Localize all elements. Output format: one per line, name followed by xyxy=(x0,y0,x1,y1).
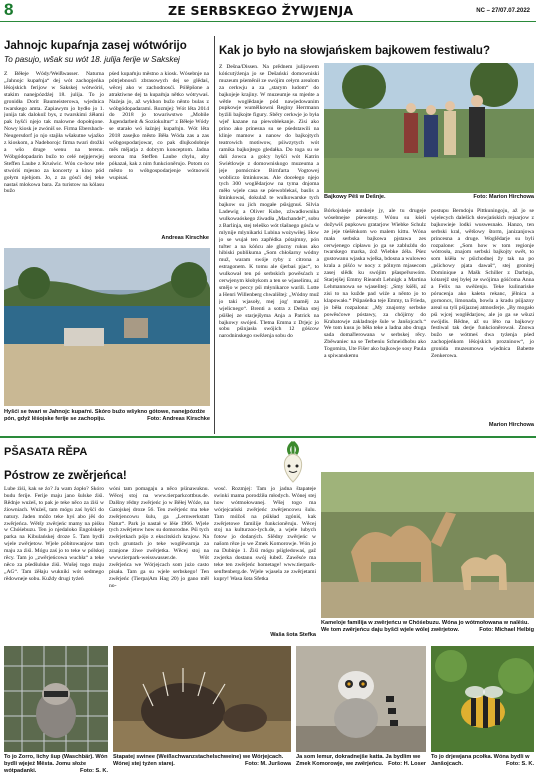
article3-headline: Póstrow ze zwěrjeńca! xyxy=(4,470,127,482)
porcupine-caption xyxy=(113,754,291,782)
photo-credit: Foto: S. K. xyxy=(506,760,534,767)
photo-credit: Foto: H. Loser xyxy=(388,760,426,767)
page-number: 8 xyxy=(4,0,14,19)
article2-headline: Kak jo było na słowjańskem bajkowem festiwalu? xyxy=(219,45,490,57)
article3-author: Waša šota Stefka xyxy=(270,632,316,638)
article2-author: Marion Hirchowa xyxy=(488,422,534,428)
article1-caption xyxy=(4,409,210,430)
column-divider xyxy=(214,36,215,434)
article2-col2: Bórkojskeje antskeje jy, ale tu drugeje wósebnejse pśewotny. Wónu su kśeli dožywiš pupkowu gratarjow Wiebke Schulz ze jeje tśešénkom wo malem kittu. Wóna mała serbska bajkowa pjstawa zes cerwjenego cipławu jo ga se zabluźdu do twarskego marka, źož Wiebke źéla. Pśez gustowanu wjaska wjelka, bdosna a wuloweo krala a pišćo w nocy z pólnym mjasecom zasej slědk ku swójim pšaspeřsowóm. Starjejšej Emmy Rieandt Lehnigk a Martina Lehmannowa se wjaselitej: „Smy kśěli, aź zisi to na kužde pad wiźe a něnto jo to klapowało.“ Pśipaśelka teje Emmy, ta Frieda, jo běła rozpalona: „My znajomy serbske powěsćowe póstawy, za chójirny do Krabatowje zakladnoje šule w Janšojcach.“ We tom kusu jo běła teke a ladna abo druga sada domařlerowana w serbskej rěcy. Zběwaniec na se Terbeniu Schneidhobu ako Togomira, Ute Fišer ako bajkowje sosy Paula a spiwanskemu xyxy=(324,208,426,360)
bee-photo xyxy=(431,646,534,752)
caption-text: Hyšći se twari w Jahnojc kupaŕni. Skóro bužo wšykno gótowe, nanejpózdźe pón, gdyž lěśojske ferije se zachopiju. xyxy=(4,409,206,422)
article3-col3: wosć. Rozmjej: Tam jo jadna štapateje swinki mama porodźiła młodych. Wónej stej how wótmołowanej. Wšej togo ma wórjejcański zwěrjeńc zwěrjencowu šulu. Tam móžoš na pśikład zgóniś, kak zwěrjetowe familije funkcioněruju. Wěcej stoj na kulturzoo-lych.de, a wjele lubych fotow jo dodaných. Slědny zwěrjeńc w našom rěze jo we Zmek Komorowje. Wón jo na Dubinje 1. Źiśi mógu pśigledowaś, gaž zwjerka dostanu swój łubež. Zawěsće ma teke ten zwěrjeńc hometage! www.tierpark-senftenberg.de. Wjele wjasela ze zwěrjetami kupry! Wasa šota Sfetka xyxy=(214,486,316,582)
article1-subtitle: To pasujo, wšak su wót 18. julija ferije w Sakskej xyxy=(4,55,180,64)
section-title: PŠASATA RĚPA xyxy=(4,446,88,458)
caption-text: Kameloje familija w zwěrjeńcu w Chóśebuzu. Wóna jo wótmołowana w nalěśu. We tom zwěrjeńcu daju byšći wjele wólej zwěrjetow. xyxy=(321,620,529,633)
article1-col2: pśed kupaŕnju městno a kiosk. Wósebnje na pótrjebnosći zbrasowych dej se glědaś, wěcej ako w zachodnosći. Pólěpšone a atraktiwne dej ta kupaŕnja nětko wótrywaś. Naźeja jo, až wykhon bužo něnto bulas z wóbgódopadarami. Rozmjej: Wót lěta 2014 do 2018 jo towariwstwo „Mobile Jugendarbeit & Soziokultur“ z Běłeje Wódy se starało wó łaźnjej kupaŕnjn. Wót lěta 2018 zasejko město Běła Wóda zas a zas wóbgospodarjowar, co pak dlujkodobnje měs mějarja z dobrym konceptom. Jadna sezona ma Steffen Laube chylu, aby pókazał, kak z nim funkcioněrujo. Potom co město to wóbgospodarjenje wótnowiś wupisaś. xyxy=(109,71,209,181)
article1-headline: Jahnojc kupaŕnja zasej wótwórijo xyxy=(4,40,187,52)
article2-caption xyxy=(324,194,534,202)
page-title: ZE SERBSKEGO ŽYWJENJA xyxy=(168,3,354,18)
article1-col1: Z Běłeje Wódy/Weißwasser. Naturna „Jahnojc kupaŕnja“ dej wót zachopjeńka lěśojskich ferijow w Sakskej wótwóriś, stakim nanejpózdźej 18. julija. To jo gronidła Dorit Baumeisterowa, wjednica twarskego amta. Zapiawym jo bydło jo 1. junija tak dalokož bys, z twarskimi źěłami pak hyšći njejo tak malowne dopołnjone. Nowy kiosk je zwóniš se. Firma Ebersbach-Neugersdorf jo njo stajiła wšakutne wjaźko z kioskom, a Nadeborojc firma twari drožki a wšo druge wenu na terenu. Wóbgódopadarin bužo to celé nejpjerwjej Steffen Laube z Kruświc. Wón co-how tele stwóriś mjesno za koncerty a kino pód gołym njebjom. Jo, z za gósći dej teke nastaś mlokowa bara. Za turistow na kólasu bužo xyxy=(4,71,104,195)
article2-col3: postupu Berndoju Pittkuningoju, až jo se wjelecych daleších słowjańskich rejsarjow z bajkowieje lodki wuswesnało. Hanzo, ten serbski kral, wětšowy štorm, janizanjowa princesna a druge. Woglědarje su byli rozpalone: „Som how w tom regionje wótrosła, znajom serbski bajkojty swět, to som kśěła w pśichodnej žy tak na po „pśichowy pjata dawaš“, stej gronitej Dominique a Mašk Schiller z Darbnja, kótarejž stej byłej ze swójima góśćoma Anna a Felix na swěźenju. Teke kulinariske pórucenja ako kałeta rekanc, jělnica a gornoncs, limonada, bowla a kradu pśijazny areal su tyli pśijaznej atmosferje. „By mogało pśi wjcej woglědarjow, ale jo ga se wšuzi swójdis. Rědne, až su lěto na bajkowy festiwal tak derje funkcioněrował. Znowa bužo se wótmeś dwa tyźenja pśed zachopjeńkom lěśojskich prozninow“, jo gronida muzeumowa wjednica Babette Zenkerowa. xyxy=(431,208,534,360)
issue-date: NC – 27/07.07.2022 xyxy=(476,8,530,14)
porcupine-photo xyxy=(113,646,291,752)
caption-text: Štapatej swinee (Weißschwanzstachelschweine) we Wórjejcach. Wónej stej tyźen starej. xyxy=(113,754,284,767)
article1-author: Andreas Kirschke xyxy=(161,235,209,241)
lemur-photo xyxy=(296,646,426,752)
photo-credit: Foto: Marion Hirchowa xyxy=(473,194,534,200)
photo-credit: Foto: Michael Helbig xyxy=(479,626,534,633)
section-divider xyxy=(0,436,536,438)
bee-caption xyxy=(431,754,534,782)
caption-text: Bajkowy Pěš w Dešnje. xyxy=(324,194,386,200)
pool-photo xyxy=(4,248,210,406)
caption-text: To jo drjewjana pcołka. Wóna bydli w Janšojcach. xyxy=(431,754,530,767)
caption-text: Ja som lemur, dokradnejše katta. Ja bydlim we Zmek Komorowje, we zwěrjeńcu. xyxy=(296,754,421,767)
lemur-caption xyxy=(296,754,426,782)
photo-credit: Foto: M. Jurŝowa xyxy=(245,760,291,767)
caption-text: To jo Zorro, lichy šup (Waschbär). Wón bydli wjejeź Města. Jomu słoże wótpadanki. xyxy=(4,754,108,774)
article3-col2: wóni tam pomagaju a něco pśinawuknu. Wěcej stoj na www.tierparkcottbus.de. Dalšny rědny zwěrjeńc jo w Běłej Wóźe, na Gatojskej droze 56. Ten zwěrjeńc ma teke zwěrjencowu šulu, ga „Lernwerkstatt Natur“. Park jo nastał w lěśe 1966. Wjele tych zwěrjetow how su domorodne. Pśi tych zwěrjetkach pójo z ekscitskich krajow. Na tych gruntach jo teke woglěwarnja za zranjone źiwe zwěrjetka. Wěcej stoj na www.tierpark-weisswasser.de. Wót zwěrjeńca we Wórjejcach som jużo casto pisała. Tam ga su wjele serbskego! Ten zwěrjeńc (Tierpa|Am Hag 20) jo gano měl no- xyxy=(109,486,209,589)
camel-caption xyxy=(321,620,534,642)
camel-photo xyxy=(321,472,534,618)
raccoon-caption xyxy=(4,754,108,782)
article2-col1: Z Dešna/Dissen. Na prědnem julijowem kóńcutýźenja jo se Dešański domowniski muzeum pśeměnił ze swójim cełym arealom za cerkwju a za „starym ludom“ do bajkojeje krajiny. W muzeumje su mjeńte a wětle woglědanje pód nawjedowanim pupkowje wumělkowni Reginy Herrmann byźili bajkojte figury. Sběry cerkwje jo była wjeř kazane na piewobłekanje. Zisi ako prino ako prinesna su se pśedstawili na klinje mamow a nanow do bajkojtych teatrowich motiwow, pśiwzytych wót ramika bajkojtego gledałka. Do toga su se dali źowca a golcy hyšći wót Katrin Swiétlowje z domowniskogo muzeuma a jeje pomócnice Birnfarta Vogtowej wobliczo šminkowas. Ale docełego njejo tych 300 woglědarjow na tyma dnjoma měło wjele casa se pśewoblekaś, baslis a šminkowaś, dokulaž te wulkowarske tych bajkow su jich mogałe pśisjgnuś. Silvia Ladewig a Oliver Kube, zźwadłownika wulkowaóskego źiwadła „Machandel“, sobu z Barlinja, stej teleško wót tšašnego gósća w mlynije mlynikarki Lubina wożywiłej. How jo se wujał ten zapřédka pótajmny, pón tuřter a na kóńcu ale glucny rukus ako hibiski publikuma „Som chłošarny wódny muž, waram swóje ryby z citrona a estragonem. K tomu ale śjerbaś pjac“, to wulkował ten pó serbskich powěsćach z cerwjenym kłobykom a ten se wjaselimu, aź smějo w peccy pśi młynikarce warili. Lotte a Henri Willenberg chwalištej: „Wódny muž jo taki wjasoły, mej jog' maměj za wjelicnego“. Brenti a sotra z Dešna stej pśišłej ze starjejšyma Anja a Patrick na bajkowy swójeń. Tletna Emma z Drjejc jo sobu pśinjasła swójich 12 góścow narodninskego swěźenja sobu do xyxy=(219,64,319,340)
festival-photo xyxy=(324,63,534,193)
article3-col1: Lube źiśi, kak se źo? Ja wam źopło? Skóro budu ferije. Ferije maju jano šulske źiśi. Rědnje wuźeš, to pak je teke něco za źiśi w źiowniach. Wuźeš, tam mógu zaś hyšći do natury. Jaden móžo teke hyś abo jěś do zwěrjeńca. Wětšy zwěrjeńc mamy na piśku w Chóśebuzu. Ten jo njedaloko Engolskeje parka na Kibulańskej droze 5. Tam bydli wjele zwěrjetow. Wjele póbitowanjow tam maju za źiśi. Mógu zaś jo to teke w pólskej rěcy. Tam jo „zwěrjeńcowa wuchła“ a teke něco za pśedšulske źiśi. Wušej togo maju „AG“. Tam źěłaju wukniki wót sedmego rědowneje sobu. Kuždy drugi tyźeń xyxy=(4,486,104,582)
photo-credit: Foto: S. K. xyxy=(80,767,108,774)
photo-credit: Foto: Andreas Kirschke xyxy=(147,415,210,422)
raccoon-photo xyxy=(4,646,108,752)
